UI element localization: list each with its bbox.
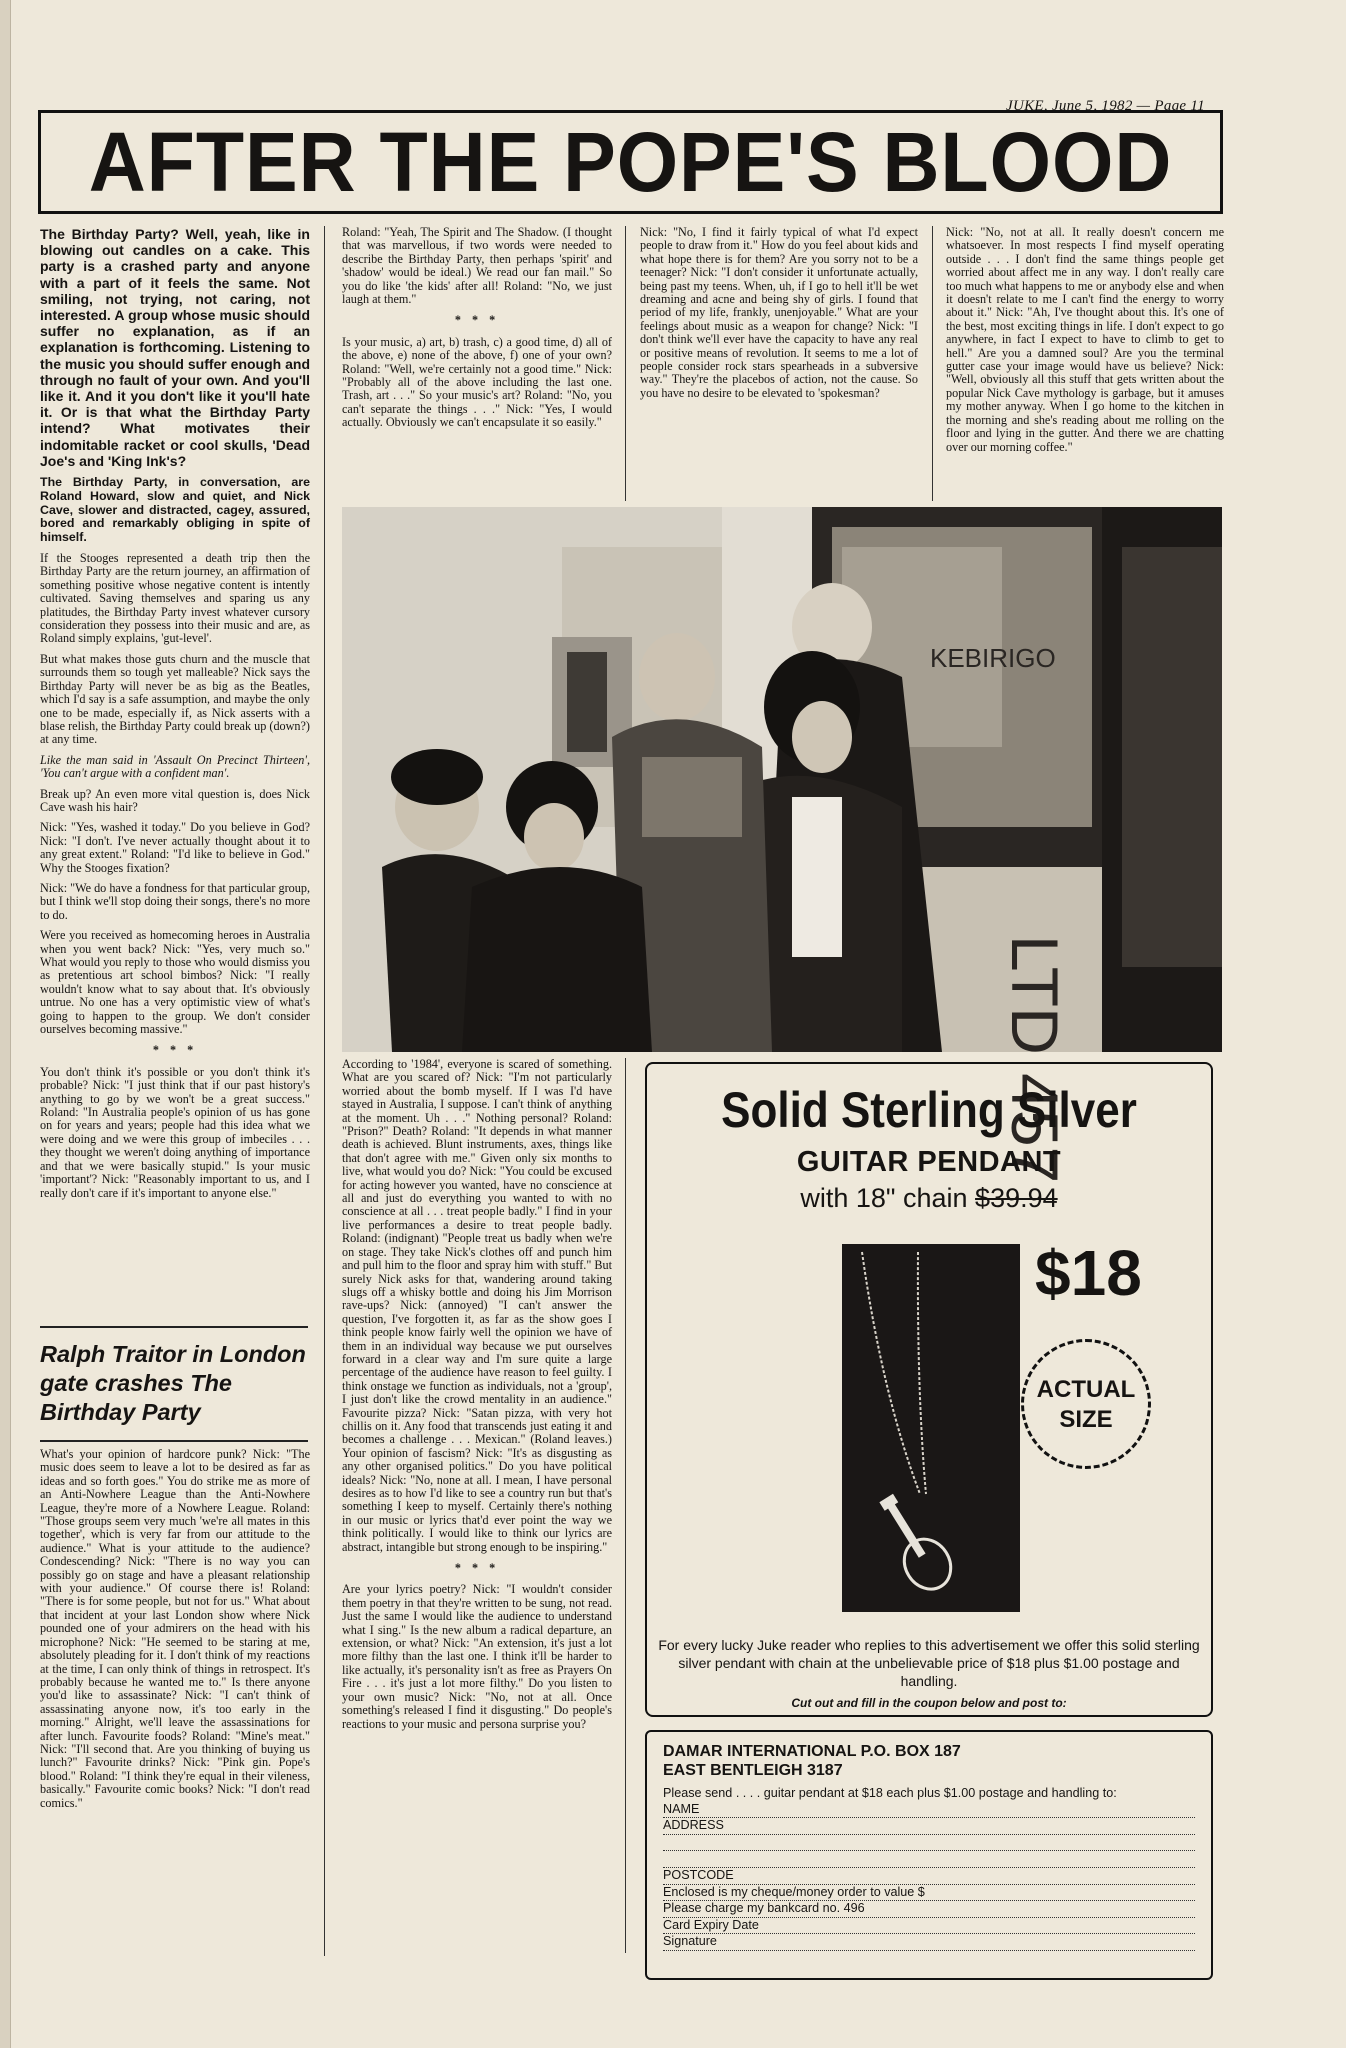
ad-headline: Solid Sterling Silver: [721, 1082, 1137, 1138]
body-paragraph: But what makes those guts churn and the muscle that surrounds them so tough yet malleable? Nick says the Birthday Party will never be as big as the Beatles, which I'd say is a safe assumption, and maybe the only one to be made, especially if, as Nick asserts with a blase relish, the Birthday Party could break up (down?) at any time.: [40, 651, 310, 747]
body-paragraph: Nick: "No, I find it fairly typical of what I'd expect people to draw from it." How do you feel about kids and what hope there is for them? Are you sorry not to be a teenager? Nick: "I don't consider it unfortunate actually, being past my teens. When, uh, if I go to hell it'll be wet dreaming and acne and being shy of girls. I found that period of my life, frankly, unenjoyable." What are your feelings about music as a weapon for change? Nick: "I don't think we'll ever have the capacity to have any real or positive means of revolution. It seems to me a lot of people consider rock stars spearheads in a subversive way." They're the placebos of action, not the cause. So you have no desire to be elevated to 'spokesman?: [640, 225, 918, 400]
coupon-address-line: EAST BENTLEIGH 3187: [663, 1762, 843, 1779]
enclosed-label: Enclosed is my cheque/money order to value $: [663, 1884, 925, 1899]
pendant-advertisement: [645, 1062, 1213, 1717]
bankcard-field[interactable]: [663, 1901, 1195, 1918]
column-rule: [324, 226, 325, 1956]
ad-chain-text: with 18" chain: [800, 1183, 968, 1213]
body-paragraph: Nick: "We do have a fondness for that particular group, but I think we'll stop doing their songs, there's no more to do.: [40, 880, 310, 922]
section-break: * * *: [152, 1043, 198, 1058]
pendant-image: [842, 1244, 1020, 1612]
column-rule: [625, 226, 626, 501]
card-expiry-label: Card Expiry Date: [663, 1917, 759, 1932]
crate-number-text: LTD 457: [998, 935, 1072, 1184]
column-3: [640, 226, 918, 501]
bankcard-label: Please charge my bankcard no. 496: [663, 1901, 865, 1916]
column-1: [40, 226, 310, 1207]
order-coupon: [645, 1730, 1213, 1980]
column-4: [946, 226, 1224, 501]
column-rule: [625, 1058, 626, 1953]
column-divider: [40, 1326, 308, 1328]
body-paragraph: Nick: "Yes, washed it today." Do you believe in God? Nick: "I don't. I've never actually thought about it to any great extent." Roland: "I'd like to believe in God." Why the Stooges fixation?: [40, 820, 310, 875]
body-paragraph: Nick: "No, not at all. It really doesn't concern me whatsoever. In most respects I find myself operating outside . . . I don't find the same things people get worried about affect me in any way. I don't really care too much what happens to me or anybody else and when it doesn't relate to me I can't find the energy to worry about it." Nick: "Ah, I've thought about this. It's one of the best, most exciting things in life. I don't expect to go anywhere, in fact I expect to have to climb to get to hell." Are you a damned soul? Are you the terminal gutter case your image would have us believe? Nick: "Well, obviously all this stuff that gets written about the popular Nick Cave mythology is garbage, but it amuses my mother anyway. When I go home to the kitchen in the morning and she's reading about me rolling on the floor and lying in the gutter. And there we are chatting over our morning coffee.": [946, 225, 1224, 454]
ad-price: $18: [1035, 1237, 1142, 1309]
name-field[interactable]: [663, 1802, 1195, 1819]
column-2: [342, 226, 612, 501]
actual-size-badge: [1021, 1339, 1151, 1469]
section-break: * * *: [454, 313, 500, 328]
body-paragraph: Is your music, a) art, b) trash, c) a good time, d) all of the above, e) none of the above, f) one of your own? Roland: "Well, we're certainly not a good time." Nick: "Probably all of the above including the last one. Trash, art . . ." So your music's art? Roland: "No, you can't separate the things . . ." Nick: "Yes, I would actually. Obviously we can't encapsulate it so easily.": [342, 334, 612, 430]
card-expiry-field[interactable]: [663, 1918, 1195, 1935]
section-break: * * *: [454, 1561, 500, 1576]
headline-box: [38, 110, 1223, 214]
ad-subhead: GUITAR PENDANT: [796, 1146, 1062, 1178]
body-paragraph: According to '1984', everyone is scared of something. What are you scared of? Nick: "I'm not particularly worried about the bomb myself. If I was I'd have stayed in Australia, I suppose. I can't think of anything at the moment. Uh . . ." Nothing personal? Roland: "Prison?" Death? Roland: "It depends in what manner death is achieved. Blunt instruments, axes, things like that don't agree with me." Given only six months to live, what would you do? Nick: "You could be excused for acting however you wanted, have no conscience at all and just do everything you wanted to with no conscience at all . . . treat people badly." I find in your live performances a desire to treat people badly. Roland: (indignant) "People treat us badly when we're on stage. They take Nick's clothes off and punch him and pull him to the floor and spray him with stuff." But surely Nick asks for that, wandering around taking slugs off a whisky bottle and doing his Jim Morrison rave-ups? Nick: (annoyed) "I can't answer the question, I've forgotten it, as far as the show goes I think people know fairly well the opinion we have of them in an individual way because we put ourselves forward in a clear way and I'm sure quite a large percentage of the audience have reason to feel guilty. I think onstage we function as individuals, not a 'group', I just don't like the crowd mentality in an audience." Favourite pizza? Nick: "Satan pizza, with very hot chillis on it. Any food that transcends just eating it and becomes a challenge . . . Mexican." (Roland leaves.) Your opinion of fascism? Nick: "It's as disgusting as any other organised politics." Do you have political ideals? Nick: "No, none at all. I mean, I have personal desires as to how I'd like to see a country run but that's something I keep to myself. Certainly there's nothing in our music or lyrics that'd ever point the way we think politically. I would like to think our lyrics are abstract, intangible but strong enough to be inspiring.": [342, 1057, 612, 1554]
previous-page-edge: [0, 0, 11, 2048]
postcode-field[interactable]: [663, 1868, 1195, 1885]
intro-paragraph: The Birthday Party? Well, yeah, like in blowing out candles on a cake. This party is a crashed party and anyone with a part of it feels the same. Not smiling, not trying, not caring, not interested. A group whose music should suffer no explanation, as if an explanation is forthcoming. Listening to the music you should suffer enough and through no fault of your own. And you'll like it. And it you don't like it you'll hate it. Or is that what the Birthday Party intend? What motivates their indomitable racket or cool skulls, 'Dead Joe's and 'King Ink's?: [40, 226, 310, 469]
ad-cut-instruction: Cut out and fill in the coupon below and post to:: [791, 1696, 1067, 1710]
signature-label: Signature: [663, 1934, 717, 1949]
postcode-label: POSTCODE: [663, 1867, 734, 1882]
address-field[interactable]: [663, 1818, 1195, 1835]
enclosed-field[interactable]: [663, 1885, 1195, 1902]
body-paragraph: Roland: "Yeah, The Spirit and The Shadow. (I thought that was marvellous, if two words were needed to describe the Birthday Party, then perhaps 'spirit' and 'shadow' would be ideal.) We read our fan mail." So you do like 'the kids' after all! Roland: "No, we just laugh at them.": [342, 225, 612, 307]
address-label: ADDRESS: [663, 1818, 724, 1833]
body-paragraph: You don't think it's possible or you don't think it's probable? Nick: "I just think that if our past history's anything to go by we won't be a great success." Roland: "In Australia people's opinion of us has gone on for years and years; people had this idea what we were doing and we were this group of imbeciles . . . they thought we weren't doing anything of importance and that we were basically stupid." Is your music 'important'? Nick: "Reasonably important to us, and I really don't care if it's important to anyone else.": [40, 1064, 310, 1200]
body-paragraph: Break up? An even more vital question is, does Nick Cave wash his hair?: [40, 786, 310, 814]
address-extra-line[interactable]: [663, 1851, 1195, 1868]
badge-line: ACTUAL: [1036, 1376, 1136, 1403]
guitar-pendant-icon: [842, 1244, 1020, 1612]
ad-chain-line: [647, 1183, 1211, 1214]
coupon-address-line: DAMAR INTERNATIONAL P.O. BOX 187: [663, 1743, 961, 1760]
byline-subhead: Ralph Traitor in London gate crashes The Birthday Party: [40, 1341, 306, 1425]
ad-old-price: $39.94: [975, 1183, 1058, 1213]
badge-line: SIZE: [1059, 1406, 1113, 1433]
lead-paragraph: The Birthday Party, in conversation, are Roland Howard, slow and quiet, and Nick Cave, slower and distracted, cagey, assured, bored and remarkably obliging in spite of himself.: [40, 475, 310, 545]
body-paragraph: Like the man said in 'Assault On Precinct Thirteen', 'You can't argue with a confident man'.: [40, 752, 310, 781]
ad-body-text: For every lucky Juke reader who replies to this advertisement we offer this solid sterling silver pendant with chain at the unbelievable price of $18 plus $1.00 postage and handling.: [658, 1637, 1200, 1689]
headline: AFTER THE POPE'S BLOOD: [88, 115, 1173, 209]
coupon-order-line: Please send . . . . guitar pendant at $18 each plus $1.00 postage and handling to:: [663, 1786, 1117, 1800]
column-divider: [40, 1440, 308, 1442]
page-header: JUKE, June 5, 1982 — Page 11: [1006, 98, 1205, 114]
crate-label-text: KEBIRIGO: [930, 643, 1056, 673]
body-paragraph: Are your lyrics poetry? Nick: "I wouldn't consider them poetry in that they're written to be sung, not read. Just the same I would like the audience to understand what I sing." Is the new album a radical departure, an extension, or what? Nick: "An extension, it's just a lot more filthy than the last one. I think it'll be harder to like actually, it's personality isn't as free as Prayers On Fire . . . it's just a lot more filthy." Do you listen to your own music? Nick: "No, not at all. Once something's released I find it disgusting." Do people's reactions to your music and persona surprise you?: [342, 1582, 612, 1731]
body-paragraph: Were you received as homecoming heroes in Australia when you went back? Nick: "Yes, very much so." What would you reply to those who would dismiss you as pretentious art school bimbos? Nick: "I really wouldn't know what to say about that. It's obviously untrue. No one has a very optimistic view of what's going to happen to the group. We don't consider ourselves becoming massive.": [40, 928, 310, 1037]
signature-field[interactable]: [663, 1934, 1195, 1951]
column-5: [342, 1058, 612, 1953]
column-1-lower: [40, 1448, 310, 1953]
name-label: NAME: [663, 1801, 700, 1816]
address-extra-line[interactable]: [663, 1835, 1195, 1852]
body-paragraph: If the Stooges represented a death trip then the Birthday Party are the return journey, an affirmation of something positive whose negative content is intently cultivated. Saving themselves and sparing us any platitudes, the Birthday Party invest whatever cursory consideration they possess into their music and are, as Roland simply explains, 'gut-level'.: [40, 551, 310, 646]
body-paragraph: What's your opinion of hardcore punk? Nick: "The music does seem to leave a lot to be desired as far as ideas and so forth goes." You do strike me as more of an Anti-Nowhere League than the Anti-Nowhere League, they're more of a Nowhere League. Roland: "Those groups seem very much 'we're all mates in this together', which is very far from our attitude to the audience." What is your attitude to the audience? Condescending? Nick: "There is no way you can possibly go on stage and have a pleasant relationship with your audience." Of course there is! Roland: "There is for some people, but not for us." What about that incident at your last London show where Nick pounded one of your admirers on the head with his microphone? Nick: "He seemed to be staring at me, absolutely pleading for it. I don't think of my reactions at the time, I can only think of things in retrospect. It's probably because he wanted me to." Is there anyone you'd like to assassinate? Nick: "I can't think of assassinating anyone now, it's too early in the morning." Alright, we'll leave the assassinations for after lunch. Favourite foods? Roland: "Mine's meat." Nick: "I'll second that. Are you thinking of buying us lunch?" Favourite drinks? Nick: "Pink gin. Pope's blood." Roland: "I think they're equal in their vileness, basically." Favourite comic books? Nick: "I don't read comics.": [40, 1447, 310, 1810]
column-rule: [932, 226, 933, 501]
